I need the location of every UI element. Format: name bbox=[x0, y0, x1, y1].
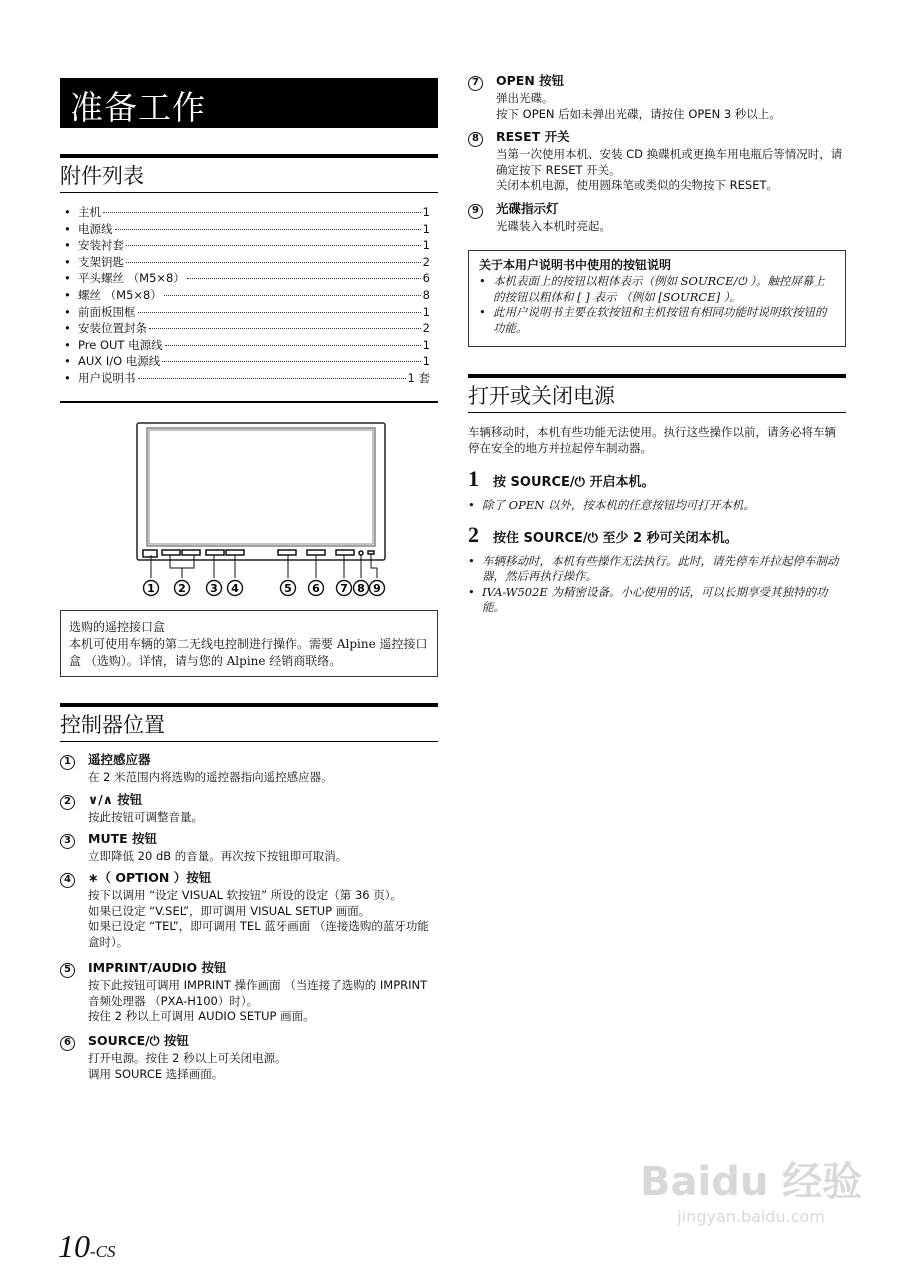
accessory-item bbox=[60, 270, 430, 287]
circled-number: 8 bbox=[468, 132, 483, 147]
accessory-qty: 1 套 bbox=[407, 370, 430, 385]
accessory-name: AUX I/O 电源线 bbox=[78, 354, 161, 369]
callout-5 bbox=[281, 581, 296, 596]
power-heading: 打开或关闭电源 bbox=[468, 374, 846, 413]
note-item bbox=[468, 585, 846, 616]
step-number: 1 bbox=[468, 466, 479, 491]
callout-1 bbox=[144, 581, 159, 596]
accessory-item bbox=[60, 304, 430, 321]
leader-dots bbox=[115, 229, 421, 230]
note-text: 除了 OPEN 以外，按本机的任意按钮均可打开本机。 bbox=[482, 498, 755, 512]
control-description: 立即降低 20 dB 的音量。再次按下按钮即可取消。 bbox=[88, 849, 348, 863]
bullet: • bbox=[64, 370, 71, 385]
leader-dots bbox=[126, 245, 421, 246]
watermark-url: jingyan.baidu.com bbox=[677, 1207, 825, 1226]
accessory-qty: 1 bbox=[422, 238, 430, 253]
page-number bbox=[58, 1228, 116, 1265]
accessory-name: 前面板围框 bbox=[78, 304, 136, 319]
accessory-name: 主机 bbox=[78, 205, 101, 219]
power-intro: 车辆移动时，本机有些功能无法使用。执行这些操作以前，请务必将车辆停在安全的地方并拉起停车制动器。 bbox=[468, 425, 836, 455]
accessory-name: 螺丝 （M5×8） bbox=[78, 287, 162, 302]
callout-3 bbox=[207, 581, 222, 596]
bullet: • bbox=[64, 287, 71, 302]
item-number bbox=[60, 870, 80, 888]
control-description: 按下此按钮可调用 IMPRINT 操作画面 （当连接了选购的 IMPRINT 音频处理器 （PXA-H100）时）。 bbox=[88, 978, 428, 1008]
remote-interface-note bbox=[60, 610, 438, 677]
control-description: 调用 SOURCE 选择画面。 bbox=[88, 1066, 224, 1081]
control-item-1 bbox=[60, 752, 440, 786]
item-number bbox=[60, 792, 80, 810]
note-item bbox=[468, 498, 846, 514]
callout-number: 9 bbox=[373, 582, 381, 595]
control-title: ∗（ OPTION ）按钮 bbox=[88, 870, 212, 885]
control-item-4 bbox=[60, 870, 440, 950]
watermark-logo bbox=[640, 1150, 862, 1226]
step-number: 2 bbox=[468, 521, 479, 547]
control-description: 关闭本机电源，使用圆珠笔或类似的尖物按下 RESET。 bbox=[496, 178, 779, 192]
control-title-row bbox=[60, 752, 440, 770]
note-item bbox=[479, 274, 835, 305]
control-title: IMPRINT/AUDIO 按钮 bbox=[88, 960, 227, 975]
leader-dots bbox=[187, 278, 421, 279]
bullet: • bbox=[64, 205, 71, 219]
leader-dots bbox=[126, 262, 421, 263]
control-description: 按住 2 秒以上可调用 AUDIO SETUP 画面。 bbox=[88, 1009, 315, 1023]
page-number-value: 10 bbox=[58, 1228, 90, 1264]
accessory-qty: 1 bbox=[422, 205, 430, 219]
leader-dots bbox=[149, 328, 421, 329]
accessory-item bbox=[60, 221, 430, 238]
control-item-7 bbox=[468, 73, 848, 122]
accessories-list bbox=[60, 204, 430, 387]
callout-9 bbox=[370, 581, 385, 596]
bullet: • bbox=[468, 584, 475, 599]
control-title-row bbox=[60, 831, 440, 849]
bullet: • bbox=[479, 305, 486, 319]
callout-number: 5 bbox=[284, 582, 292, 595]
control-item-3 bbox=[60, 831, 440, 865]
callout-number: 1 bbox=[147, 582, 155, 595]
accessory-item bbox=[60, 237, 430, 254]
accessory-item bbox=[60, 370, 430, 387]
leader-dots bbox=[103, 212, 421, 213]
callout-6 bbox=[309, 581, 324, 596]
bullet: • bbox=[64, 254, 71, 269]
circled-number: 3 bbox=[60, 834, 75, 849]
control-title-row bbox=[60, 1033, 440, 1051]
control-title: OPEN 按钮 bbox=[496, 73, 565, 88]
item-number bbox=[60, 831, 80, 849]
callout-number: 6 bbox=[312, 582, 320, 595]
note-text: 此用户说明书主要在软按钮和主机按钮有相同功能时说明软按钮的功能。 bbox=[493, 305, 827, 335]
control-title-row bbox=[60, 870, 440, 888]
control-title: ∨/∧ 按钮 bbox=[88, 792, 143, 807]
step-notes bbox=[468, 554, 846, 616]
control-description: 按下以调用 “设定 VISUAL 软按钮” 所设的设定（第 36 页）。 bbox=[88, 888, 402, 902]
control-item-5 bbox=[60, 960, 440, 1025]
control-description: 按此按钮可调整音量。 bbox=[88, 810, 203, 824]
step-text: 按 SOURCE/⏻ 开启本机。 bbox=[493, 475, 655, 490]
accessory-name: Pre OUT 电源线 bbox=[78, 337, 163, 352]
device-front-diagram bbox=[130, 418, 390, 603]
callout-4 bbox=[228, 581, 243, 596]
callout-2 bbox=[175, 581, 190, 596]
control-title: 光碟指示灯 bbox=[496, 201, 559, 216]
accessory-name: 平头螺丝 （M5×8） bbox=[78, 271, 185, 286]
page-title: 准备工作 bbox=[60, 78, 438, 128]
control-title: RESET 开关 bbox=[496, 129, 570, 144]
button-note-title: 关于本用户说明书中使用的按钮说明 bbox=[479, 258, 672, 272]
callout-number: 2 bbox=[178, 582, 186, 595]
accessory-item bbox=[60, 204, 430, 221]
accessory-qty: 1 bbox=[422, 354, 430, 369]
callout-7 bbox=[337, 581, 352, 596]
accessory-name: 安装位置封条 bbox=[78, 321, 147, 336]
step-2 bbox=[468, 522, 846, 548]
callout-number: 4 bbox=[231, 582, 239, 595]
control-title: 遥控感应器 bbox=[88, 752, 151, 767]
remote-note-text: 本机可使用车辆的第二无线电控制进行操作。需要 Alpine 遥控接口盒 （选购）。详情，请与您的 Alpine 经销商联络。 bbox=[69, 637, 428, 668]
note-item bbox=[479, 305, 835, 336]
item-number bbox=[60, 752, 80, 770]
accessory-qty: 2 bbox=[422, 321, 430, 336]
bullet: • bbox=[468, 498, 475, 512]
control-title-row bbox=[468, 73, 848, 91]
callout-8 bbox=[354, 581, 369, 596]
watermark-brand: Baidu 经验 bbox=[640, 1159, 863, 1205]
accessory-item bbox=[60, 320, 430, 337]
accessories-heading: 附件列表 bbox=[60, 154, 438, 193]
bullet: • bbox=[64, 238, 71, 253]
circled-number: 6 bbox=[60, 1036, 75, 1051]
control-item-6 bbox=[60, 1033, 440, 1082]
leader-dots bbox=[138, 378, 406, 379]
accessory-item bbox=[60, 353, 430, 370]
control-title: SOURCE/⏻ 按钮 bbox=[88, 1033, 189, 1048]
step-notes bbox=[468, 498, 846, 514]
circled-number: 4 bbox=[60, 873, 75, 888]
bullet: • bbox=[64, 304, 71, 319]
accessory-qty: 1 bbox=[422, 304, 430, 319]
callout-number: 8 bbox=[357, 582, 365, 595]
control-description: 如果已设定 “TEL”，即可调用 TEL 蓝牙画面 （连接选购的蓝牙功能盒时）。 bbox=[88, 919, 429, 949]
bullet: • bbox=[479, 274, 486, 288]
accessory-name: 支架钥匙 bbox=[78, 254, 124, 269]
circled-number: 9 bbox=[468, 204, 483, 219]
control-title-row bbox=[468, 201, 848, 219]
accessory-name: 安装衬套 bbox=[78, 238, 124, 253]
accessory-item bbox=[60, 287, 430, 304]
control-title-row bbox=[468, 129, 848, 147]
accessory-qty: 1 bbox=[422, 221, 430, 236]
step-1 bbox=[468, 466, 846, 492]
circled-number: 1 bbox=[60, 755, 75, 770]
accessory-qty: 6 bbox=[422, 271, 430, 286]
item-number bbox=[60, 1033, 80, 1051]
control-description: 按下 OPEN 后如未弹出光碟，请按住 OPEN 3 秒以上。 bbox=[496, 106, 781, 121]
note-item bbox=[468, 554, 846, 585]
accessory-qty: 8 bbox=[422, 287, 430, 302]
bullet: • bbox=[64, 354, 71, 369]
control-item-2 bbox=[60, 792, 440, 826]
bullet: • bbox=[64, 321, 71, 336]
callout-number: 7 bbox=[340, 582, 348, 595]
item-number bbox=[468, 73, 488, 91]
controls-heading: 控制器位置 bbox=[60, 703, 438, 742]
leader-dots bbox=[165, 345, 421, 346]
control-description: 打开电源。按住 2 秒以上可关闭电源。 bbox=[88, 1051, 287, 1065]
accessory-qty: 2 bbox=[422, 254, 430, 269]
bullet: • bbox=[64, 271, 71, 286]
control-item-8 bbox=[468, 129, 848, 194]
accessory-name: 用户说明书 bbox=[78, 370, 136, 385]
bullet: • bbox=[64, 221, 71, 236]
circled-number: 7 bbox=[468, 76, 483, 91]
control-title: MUTE 按钮 bbox=[88, 831, 158, 846]
control-description: 光碟装入本机时亮起。 bbox=[496, 219, 611, 233]
item-number bbox=[468, 201, 488, 219]
divider bbox=[60, 401, 438, 403]
step-text: 按住 SOURCE/⏻ 至少 2 秒可关闭本机。 bbox=[493, 530, 738, 546]
page-suffix: -CS bbox=[90, 1242, 116, 1261]
control-description: 当第一次使用本机、安装 CD 换碟机或更换车用电瓶后等情况时，请确定按下 RESET 开关。 bbox=[496, 147, 843, 177]
control-description: 如果已设定 “V.SEL”，即可调用 VISUAL SETUP 画面。 bbox=[88, 903, 371, 918]
accessory-qty: 1 bbox=[422, 337, 430, 352]
note-text: IVA-W502E 为精密设备。小心使用的话，可以长期享受其独特的功能。 bbox=[482, 584, 828, 614]
circled-number: 5 bbox=[60, 963, 75, 978]
bullet: • bbox=[64, 337, 71, 352]
item-number bbox=[468, 129, 488, 147]
note-text: 车辆移动时，本机有些操作无法执行。此时，请先停车并拉起停车制动器，然后再执行操作。 bbox=[482, 553, 839, 583]
leader-dots bbox=[164, 295, 421, 296]
circled-number: 2 bbox=[60, 795, 75, 810]
control-title-row bbox=[60, 792, 440, 810]
remote-note-title: 选购的遥控接口盒 bbox=[69, 620, 166, 634]
leader-dots bbox=[138, 312, 421, 313]
button-note-box bbox=[468, 250, 846, 347]
accessory-name: 电源线 bbox=[78, 221, 113, 236]
note-text: 本机表面上的按钮以粗体表示（例如 SOURCE/⏻ ）。触控屏幕上的按钮以粗体和 [ ] 表示 （例如 [SOURCE] ）。 bbox=[493, 274, 825, 304]
control-description: 弹出光碟。 bbox=[496, 91, 554, 105]
callout-number: 3 bbox=[210, 582, 218, 595]
accessory-item bbox=[60, 337, 430, 354]
control-title-row bbox=[60, 960, 440, 978]
accessory-item bbox=[60, 254, 430, 271]
control-description: 在 2 米范围内将选购的遥控器指向遥控感应器。 bbox=[88, 770, 333, 784]
control-item-9 bbox=[468, 201, 848, 235]
leader-dots bbox=[162, 361, 420, 362]
item-number bbox=[60, 960, 80, 978]
bullet: • bbox=[468, 553, 475, 568]
